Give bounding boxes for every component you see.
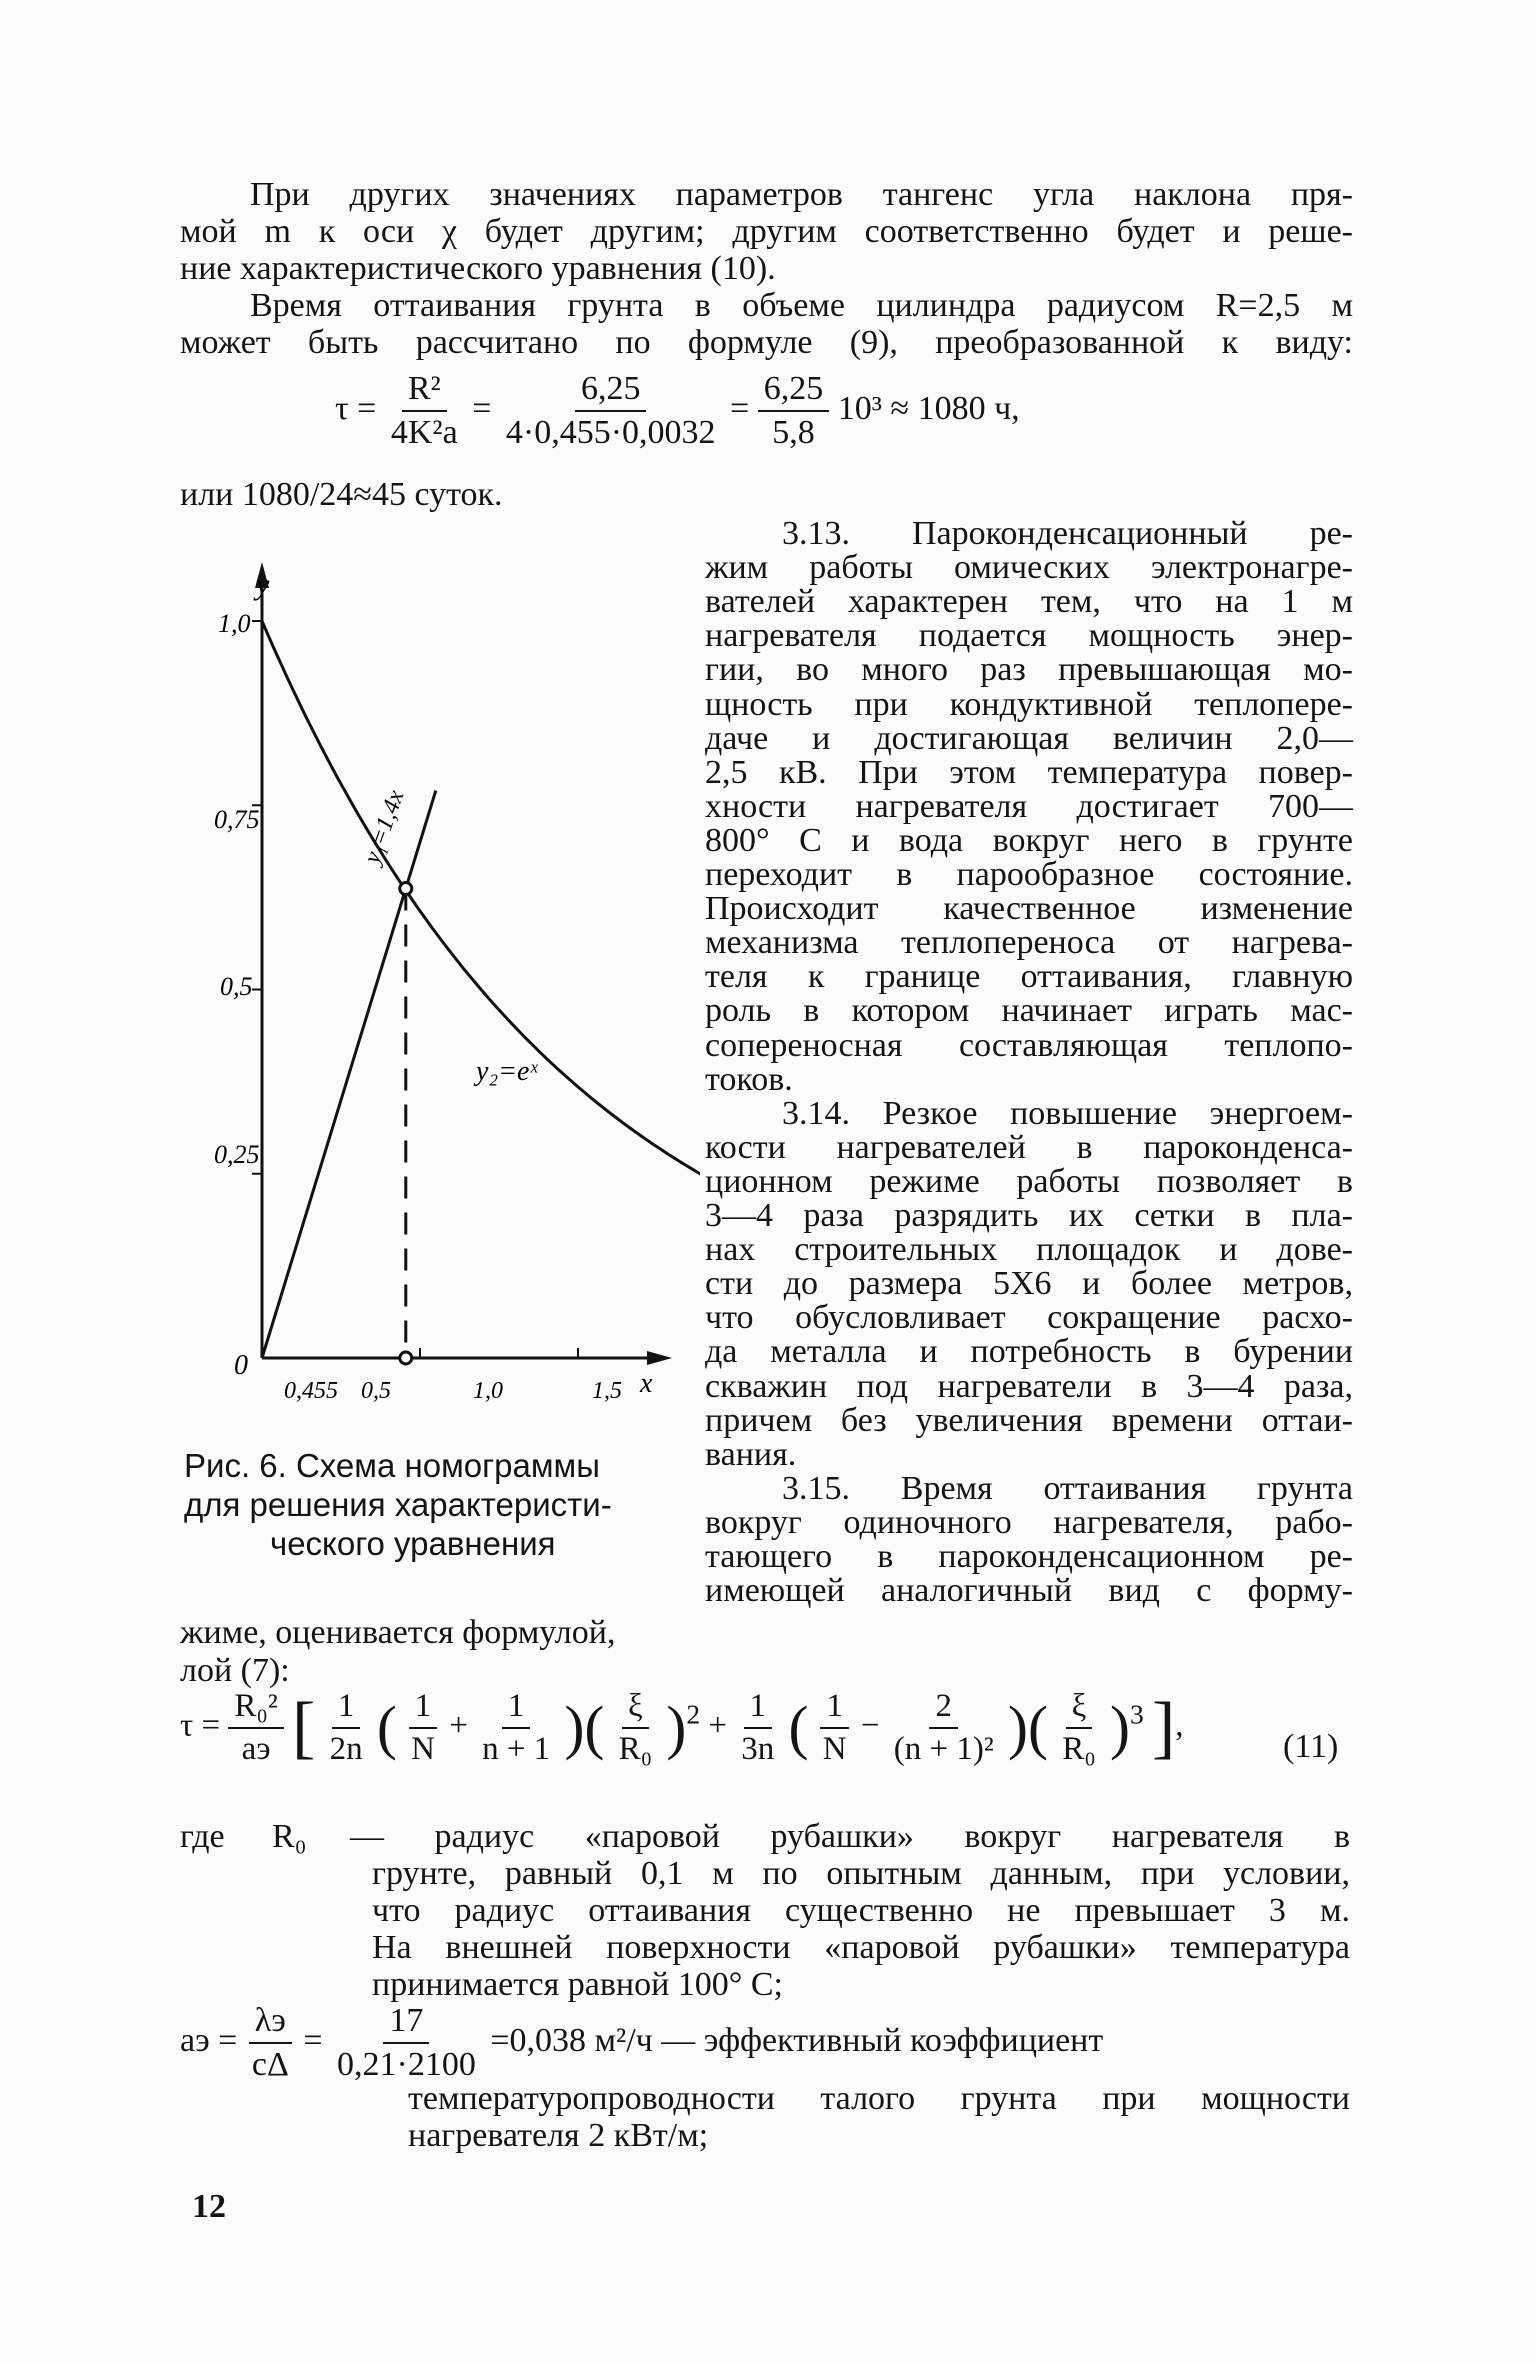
intersection-point [400, 883, 412, 895]
nomogram-figure [180, 560, 700, 1420]
paragraph-line: токов. [705, 1061, 793, 1098]
intersection-foot [400, 1352, 412, 1364]
frac-den: 5,8 [772, 414, 815, 451]
paragraph-line: переходит в парообразное состояние. [705, 856, 1353, 893]
frac-num: 1 [820, 1688, 849, 1729]
where-word: где [180, 1818, 225, 1855]
intro-line: Время оттаивания грунта в объеме цилиндра радиусом R=2,5 м [250, 287, 1353, 324]
paragraph-line: 3.15. Время оттаивания грунта [782, 1470, 1353, 1507]
paragraph-line: нах строительных площадок и дове- [705, 1231, 1353, 1268]
curve-y2 [262, 621, 700, 1194]
frac-num: 6,25 [758, 370, 830, 412]
equation-number: (11) [1283, 1728, 1339, 1765]
after-join: лой (7): [180, 1652, 290, 1689]
frac-den: R₀ [618, 1731, 653, 1767]
paragraph-line: теля к границе оттаивания, главную [705, 958, 1353, 995]
formula-11-lhs: τ = [180, 1707, 221, 1744]
left-tail: жиме, оценивается формулой, [180, 1614, 616, 1651]
where-line: принимается равной 100° С; [372, 1966, 784, 2003]
y-tick-label: 0 [234, 1350, 248, 1381]
formula-a-lhs: aэ = [180, 2021, 238, 2059]
paragraph-line: роль в котором начинает играть мас- [705, 992, 1353, 1029]
line-y1 [262, 791, 436, 1358]
where-line: — радиус «паровой рубашки» вокруг нагревателя в [350, 1818, 1350, 1855]
figure-caption-line: Рис. 6. Схема номограммы [184, 1447, 600, 1484]
frac-num: ξ [1066, 1688, 1093, 1729]
figure-caption-line: ческого уравнения [270, 1525, 556, 1562]
where-line: грунте, равный 0,1 м по опытным данным, при условии, [372, 1855, 1350, 1892]
formula-11: τ = $\frac{\text{R₀²}}{aэ}$ [ $\frac{1}{2n}$ ( $\frac{1}{N}$ + $\frac{1}{n + 1}$ )( $\frac{\xi}{\text{R₀}}$ )$^2$ + $\frac{1}{3n}$ ( $\frac{1}{N}$ − $\frac{2}{\text{(n + 1)²}}$ )( $\frac{\xi}{\text{R₀}}$ )$^3$ ], [180, 1688, 1184, 1767]
frac-den: cΔ [251, 2046, 289, 2083]
formula-a-result: =0,038 м²/ч — эффективный коэффициент [490, 2021, 1104, 2059]
paragraph-line: Происходит качественное изменение [705, 890, 1353, 927]
frac-den: 4K²a [390, 414, 458, 451]
paragraph-line: что обусловливает сокращение расхо- [705, 1299, 1353, 1336]
paragraph-line: механизма теплопереноса от нагрева- [705, 924, 1353, 961]
frac-num: 1 [332, 1688, 361, 1729]
frac-num: 1 [502, 1688, 531, 1729]
formula-eq: = [730, 389, 750, 427]
paragraph-line: хности нагревателя достигает 700— [705, 788, 1353, 825]
x-tick-label: 1,0 [473, 1378, 503, 1404]
frac-den: R₀ [1062, 1731, 1096, 1767]
y-axis-label: y [256, 568, 270, 601]
paragraph-line: вания. [705, 1436, 797, 1473]
frac-den: 0,21·2100 [337, 2046, 476, 2083]
line-label: y₁=1,4x [359, 786, 410, 868]
y-tick-label: 0,75 [214, 805, 260, 834]
paragraph-line: 3.14. Резкое повышение энергоем- [782, 1095, 1353, 1132]
formula-tau-tail: 10³ ≈ 1080 ч, [837, 389, 1020, 427]
figure-caption-line: для решения характеристи- [184, 1486, 612, 1523]
x-tick-label: 0,455 [284, 1378, 338, 1404]
paragraph-line: даче и достигающая величин 2,0— [705, 720, 1353, 757]
paragraph-line: жим работы омических электронагре- [705, 549, 1353, 586]
frac-num: ξ [622, 1688, 649, 1729]
paragraph-line: сти до размера 5Х6 и более метров, [705, 1265, 1353, 1302]
paragraph-line: кости нагревателей в пароконденса- [705, 1129, 1353, 1166]
frac-num: 6,25 [575, 370, 647, 412]
intro-line: мой m к оси χ будет другим; другим соответственно будет и реше- [180, 213, 1353, 250]
y-tick-label: 0,25 [214, 1140, 260, 1169]
x-axis-arrow [647, 1351, 672, 1365]
formula-eq: = [472, 389, 492, 427]
paragraph-line: 3.13. Пароконденсационный ре- [782, 515, 1353, 552]
frac-num: R₀² [228, 1688, 283, 1729]
x-tick-label: 0,5 [361, 1378, 391, 1404]
x-axis-label: x [640, 1368, 653, 1399]
frac-den: (n + 1)² [893, 1731, 994, 1767]
y-tick-label: 0,5 [220, 972, 253, 1001]
paragraph-line: да металла и потребность в бурении [705, 1333, 1353, 1370]
or-days: или 1080/24≈45 суток. [180, 476, 503, 513]
formula-tau-lhs: τ = [335, 389, 377, 427]
frac-den: 4·0,455·0,0032 [505, 414, 716, 451]
paragraph-line: щность при кондуктивной теплопере- [705, 686, 1353, 723]
page-number: 12 [192, 2188, 226, 2225]
paragraph-line: сопереносная составляющая теплопо- [705, 1027, 1353, 1064]
intro-line: может быть рассчитано по формуле (9), преобразованной к виду: [180, 324, 1353, 361]
y-tick-label: 1,0 [218, 609, 251, 638]
where-line: На внешней поверхности «паровой рубашки» температура [372, 1929, 1350, 1966]
frac-den: n + 1 [482, 1731, 551, 1767]
frac-den: N [822, 1731, 847, 1767]
where-symbol: R₀ [272, 1818, 307, 1855]
paragraph-line: 800° С и вода вокруг него в грунте [705, 822, 1353, 859]
paragraph-line: гии, во много раз превышающая мо- [705, 651, 1353, 688]
formula-tau [335, 370, 1020, 452]
paragraph-line: тающего в пароконденсационном ре- [705, 1538, 1353, 1575]
intro-line: При других значениях параметров тангенс угла наклона пря- [250, 176, 1353, 213]
paragraph-line: имеющей аналогичный вид с форму- [705, 1572, 1353, 1609]
frac-den: aэ [241, 1731, 271, 1767]
frac-den: N [411, 1731, 435, 1767]
frac-num: λэ [249, 2002, 292, 2044]
x-tick-label: 1,5 [592, 1378, 622, 1404]
paragraph-line: нагревателя подается мощность энер- [705, 617, 1353, 654]
paragraph-line: 3—4 раза разрядить их сетки в пла- [705, 1197, 1353, 1234]
paragraph-line: 2,5 кВ. При этом температура повер- [705, 754, 1353, 791]
frac-num: 2 [929, 1688, 958, 1729]
curve-label: y₂=eˣ [476, 1056, 538, 1087]
formula-a: aэ = $\frac{\lambda э}{c\Delta}$ = $\frac{17}{0,21\cdot 2100}$ =0,038 м²/ч — эффективный коэффициент [180, 2002, 1104, 2083]
frac-num: R² [402, 370, 447, 412]
frac-den: 3n [741, 1731, 775, 1767]
frac-num: 1 [744, 1688, 773, 1729]
intro-line: ние характеристического уравнения (10). [180, 250, 776, 287]
frac-den: 2n [329, 1731, 363, 1767]
formula-a-tail: температуропроводности талого грунта при мощности [408, 2080, 1350, 2117]
paragraph-line: ционном режиме работы позволяет в [705, 1163, 1353, 1200]
paragraph-line: скважин под нагреватели в 3—4 раза, [705, 1368, 1353, 1405]
where-line: что радиус оттаивания существенно не превышает 3 м. [372, 1892, 1350, 1929]
frac-num: 1 [409, 1688, 438, 1729]
paragraph-line: вателей характерен тем, что на 1 м [705, 583, 1353, 620]
paragraph-line: причем без увеличения времени оттаи- [705, 1402, 1353, 1439]
frac-num: 17 [383, 2002, 429, 2044]
paragraph-line: вокруг одиночного нагревателя, рабо- [705, 1504, 1353, 1541]
formula-a-tail: нагревателя 2 кВт/м; [408, 2117, 709, 2154]
